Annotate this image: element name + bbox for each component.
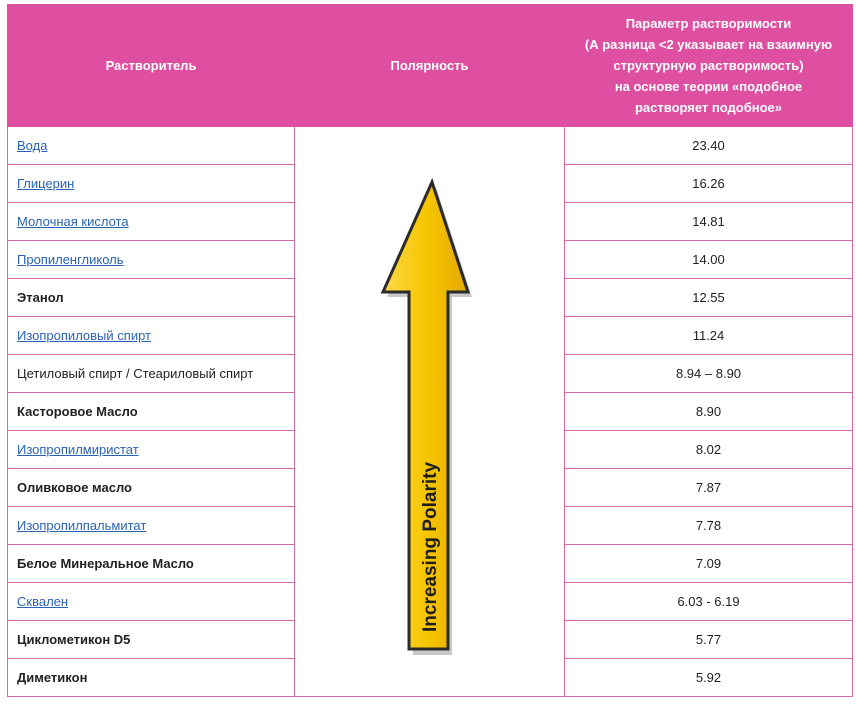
solvent-cell-white-mineral-oil: Белое Минеральное Масло (8, 545, 295, 583)
solvent-link-squalane[interactable]: Сквален (17, 594, 69, 609)
header-solubility-parameter (565, 5, 853, 127)
value-cell: 11.24 (565, 317, 853, 355)
solvent-cell (8, 203, 295, 241)
solubility-table (7, 4, 853, 697)
header-polarity: Полярность (295, 5, 565, 127)
solvent-link-lactic-acid[interactable]: Молочная кислота (17, 214, 129, 229)
solvent-link-isopropyl-palmitate[interactable]: Изопропилпальмитат (17, 518, 147, 533)
solvent-link-isopropyl-alcohol[interactable]: Изопропиловый спирт (17, 328, 151, 343)
table-row (8, 127, 853, 165)
solvent-cell-olive-oil: Оливковое масло (8, 469, 295, 507)
solvent-cell (8, 165, 295, 203)
value-cell: 14.00 (565, 241, 853, 279)
solvent-cell (8, 317, 295, 355)
value-cell: 8.94 – 8.90 (565, 355, 853, 393)
solvent-cell (8, 127, 295, 165)
solvent-cell (8, 583, 295, 621)
solvent-link-water[interactable]: Вода (17, 138, 48, 153)
polarity-arrow (295, 127, 565, 711)
value-cell: 8.02 (565, 431, 853, 469)
solvent-link-isopropyl-myristate[interactable]: Изопропилмиристат (17, 442, 139, 457)
solvent-cell (8, 241, 295, 279)
arrow-label: Increasing Polarity (420, 461, 441, 633)
value-cell: 12.55 (565, 279, 853, 317)
value-cell: 7.09 (565, 545, 853, 583)
header-solubility-line-4: на основе теории «подобное (614, 79, 803, 94)
header-solubility-line-3: структурную растворимость) (613, 58, 804, 73)
solvent-cell (8, 507, 295, 545)
header-solubility-line-5: растворяет подобное» (634, 100, 783, 115)
value-cell: 16.26 (565, 165, 853, 203)
table-header-row (8, 5, 853, 127)
value-cell: 5.92 (565, 659, 853, 697)
solvent-link-propylene-glycol[interactable]: Пропиленгликоль (17, 252, 124, 267)
solvent-cell-cyclomethicone: Циклометикон D5 (8, 621, 295, 659)
value-cell: 7.87 (565, 469, 853, 507)
header-solvent: Растворитель (8, 5, 295, 127)
header-solubility-line-1: Параметр растворимости (625, 16, 792, 31)
header-solubility-line-2: (А разница <2 указывает на взаимную (584, 37, 833, 52)
value-cell: 14.81 (565, 203, 853, 241)
value-cell: 8.90 (565, 393, 853, 431)
solvent-link-glycerin[interactable]: Глицерин (17, 176, 75, 191)
value-cell: 7.78 (565, 507, 853, 545)
solvent-cell-ethanol: Этанол (8, 279, 295, 317)
solvent-cell-castor-oil: Касторовое Масло (8, 393, 295, 431)
solvent-cell-dimethicone: Диметикон (8, 659, 295, 697)
polarity-cell (295, 127, 565, 697)
increasing-polarity-arrow-icon (295, 127, 565, 711)
value-cell: 6.03 - 6.19 (565, 583, 853, 621)
solubility-table-container (7, 4, 852, 697)
solvent-cell-cetyl-stearyl-alcohol: Цетиловый спирт / Стеариловый спирт (8, 355, 295, 393)
value-cell: 23.40 (565, 127, 853, 165)
solvent-cell (8, 431, 295, 469)
value-cell: 5.77 (565, 621, 853, 659)
